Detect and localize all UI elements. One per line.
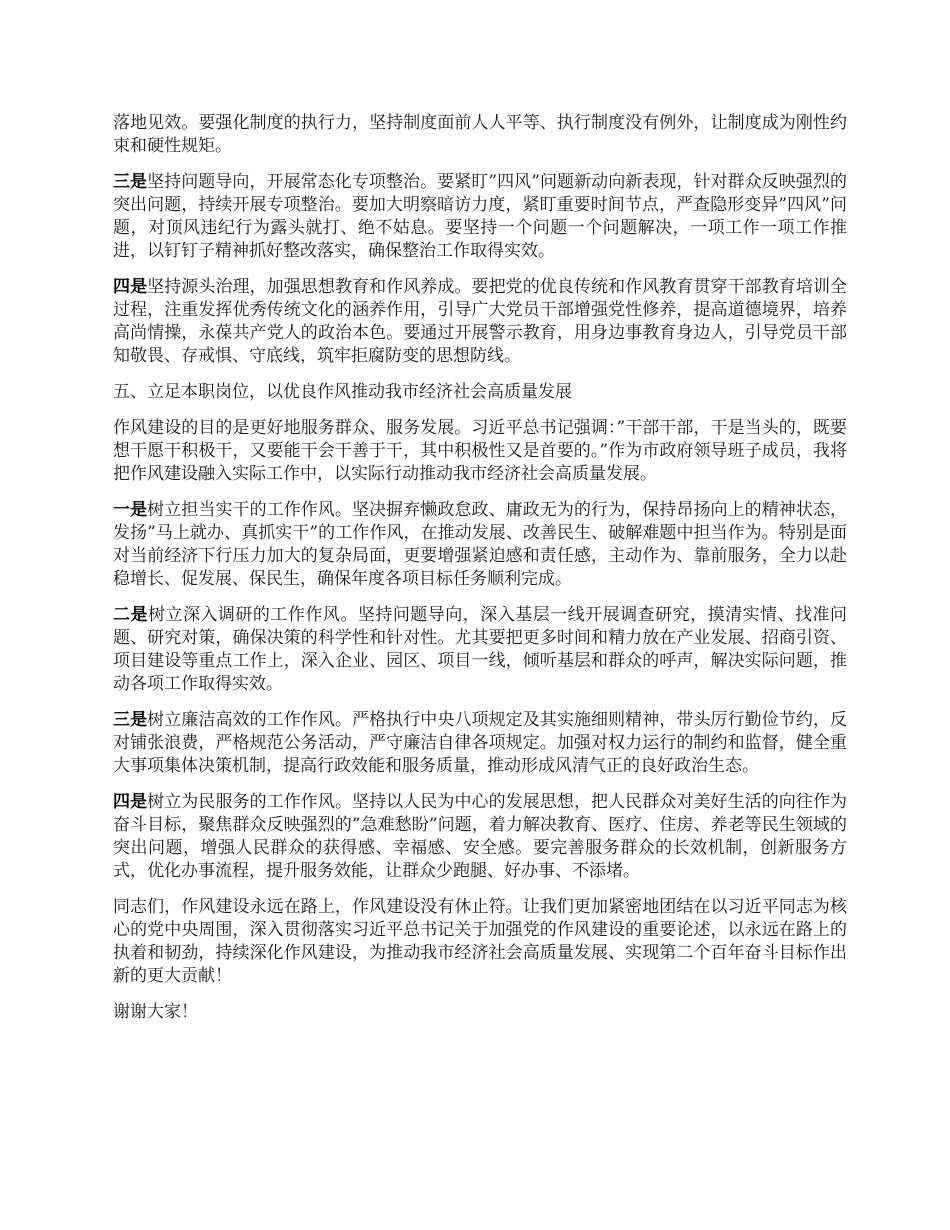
paragraph-point-one: [113, 499, 847, 591]
paragraph-lead: 二是: [113, 605, 148, 625]
paragraph-text: 作风建设的目的是更好地服务群众、服务发展。习近平总书记强调：”干部干部，干是当头的，既要想干愿干积极干，又要能干会干善于干，其中积极性又是首要的。”作为市政府领导班子成员，我将把作风建设融入实际工作中，以实际行动推动我市经济社会高质量发展。: [113, 418, 847, 484]
paragraph-lead: 一是: [113, 500, 148, 520]
paragraph-text: 树立廉洁高效的工作作风。严格执行中央八项规定及其实施细则精神，带头厉行勤俭节约，反对铺张浪费，严格规范公务活动，严守廉洁自律各项规定。加强对权力运行的制约和监督，健全重大事项集体决策机制，提高行政效能和服务质量，推动形成风清气正的良好政治生态。: [113, 710, 848, 776]
paragraph-continuation: [113, 112, 847, 158]
paragraph-point-four-b: [113, 791, 847, 883]
paragraph-thanks: [113, 1001, 847, 1024]
paragraph-text: 谢谢大家！: [113, 1002, 198, 1022]
paragraph-text: 同志们，作风建设永远在路上，作风建设没有休止符。让我们更加紧密地团结在以习近平同志为核心的党中央周围，深入贯彻落实习近平总书记关于加强党的作风建设的重要论述，以永远在路上的执着和韧劲，持续深化作风建设，为推动我市经济社会高质量发展、实现第二个百年奋斗目标作出新的更大贡献！: [113, 897, 847, 986]
paragraph-text: 树立深入调研的工作作风。坚持问题导向，深入基层一线开展调查研究，摸清实情、找准问题、研究对策，确保决策的科学性和针对性。尤其要把更多时间和精力放在产业发展、招商引资、项目建设等重点工作上，深入企业、园区、项目一线，倾听基层和群众的呼声，解决实际问题，推动各项工作取得实效。: [113, 605, 848, 694]
paragraph-closing: [113, 896, 847, 988]
paragraph-text: 树立为民服务的工作作风。坚持以人民为中心的发展思想，把人民群众对美好生活的向往作为奋斗目标，聚焦群众反映强烈的”急难愁盼”问题，着力解决教育、医疗、住房、养老等民生领域的突出问题，增强人民群众的获得感、幸福感、安全感。要完善服务群众的长效机制，创新服务方式，优化办事流程，提升服务效能，让群众少跑腿、好办事、不添堵。: [113, 792, 848, 881]
section-heading-text: 五、立足本职岗位，以优良作风推动我市经济社会高质量发展: [113, 382, 572, 402]
paragraph-lead: 三是: [113, 710, 148, 730]
paragraph-text: 坚持问题导向，开展常态化专项整治。要紧盯”四风”问题新动向新表现，针对群众反映强烈的突出问题，持续开展专项整治。要加大明察暗访力度，紧盯重要时间节点，严查隐形变异”四风”问题，对顶风违纪行为露头就打、绝不姑息。要坚持一个问题一个问题解决，一项工作一项工作推进，以钉钉子精神抓好整改落实，确保整治工作取得实效。: [113, 172, 847, 261]
paragraph-lead: 四是: [113, 277, 148, 297]
paragraph-point-two: [113, 604, 847, 696]
paragraph-point-four: [113, 276, 847, 368]
section-heading-five: [113, 381, 847, 404]
document-body: [113, 112, 847, 1037]
paragraph-text: 落地见效。要强化制度的执行力，坚持制度面前人人平等、执行制度没有例外，让制度成为刚性约束和硬性规矩。: [113, 113, 847, 156]
paragraph-lead: 三是: [113, 172, 148, 192]
paragraph-lead: 四是: [113, 792, 148, 812]
paragraph-intro: [113, 417, 847, 486]
paragraph-point-three: [113, 171, 847, 263]
paragraph-text: 坚持源头治理，加强思想教育和作风养成。要把党的优良传统和作风教育贯穿干部教育培训全过程，注重发挥优秀传统文化的涵养作用，引导广大党员干部增强党性修养，提高道德境界，培养高尚情操，永葆共产党人的政治本色。要通过开展警示教育，用身边事教育身边人，引导党员干部知敬畏、存戒惧、守底线，筑牢拒腐防变的思想防线。: [113, 277, 848, 366]
paragraph-text: 树立担当实干的工作作风。坚决摒弃懒政怠政、庸政无为的行为，保持昂扬向上的精神状态，发扬”马上就办、真抓实干”的工作作风，在推动发展、改善民生、破解难题中担当作为。特别是面对当前经济下行压力加大的复杂局面，更要增强紧迫感和责任感，主动作为、靠前服务，全力以赴稳增长、促发展、保民生，确保年度各项目标任务顺利完成。: [113, 500, 848, 589]
paragraph-point-three-b: [113, 709, 847, 778]
